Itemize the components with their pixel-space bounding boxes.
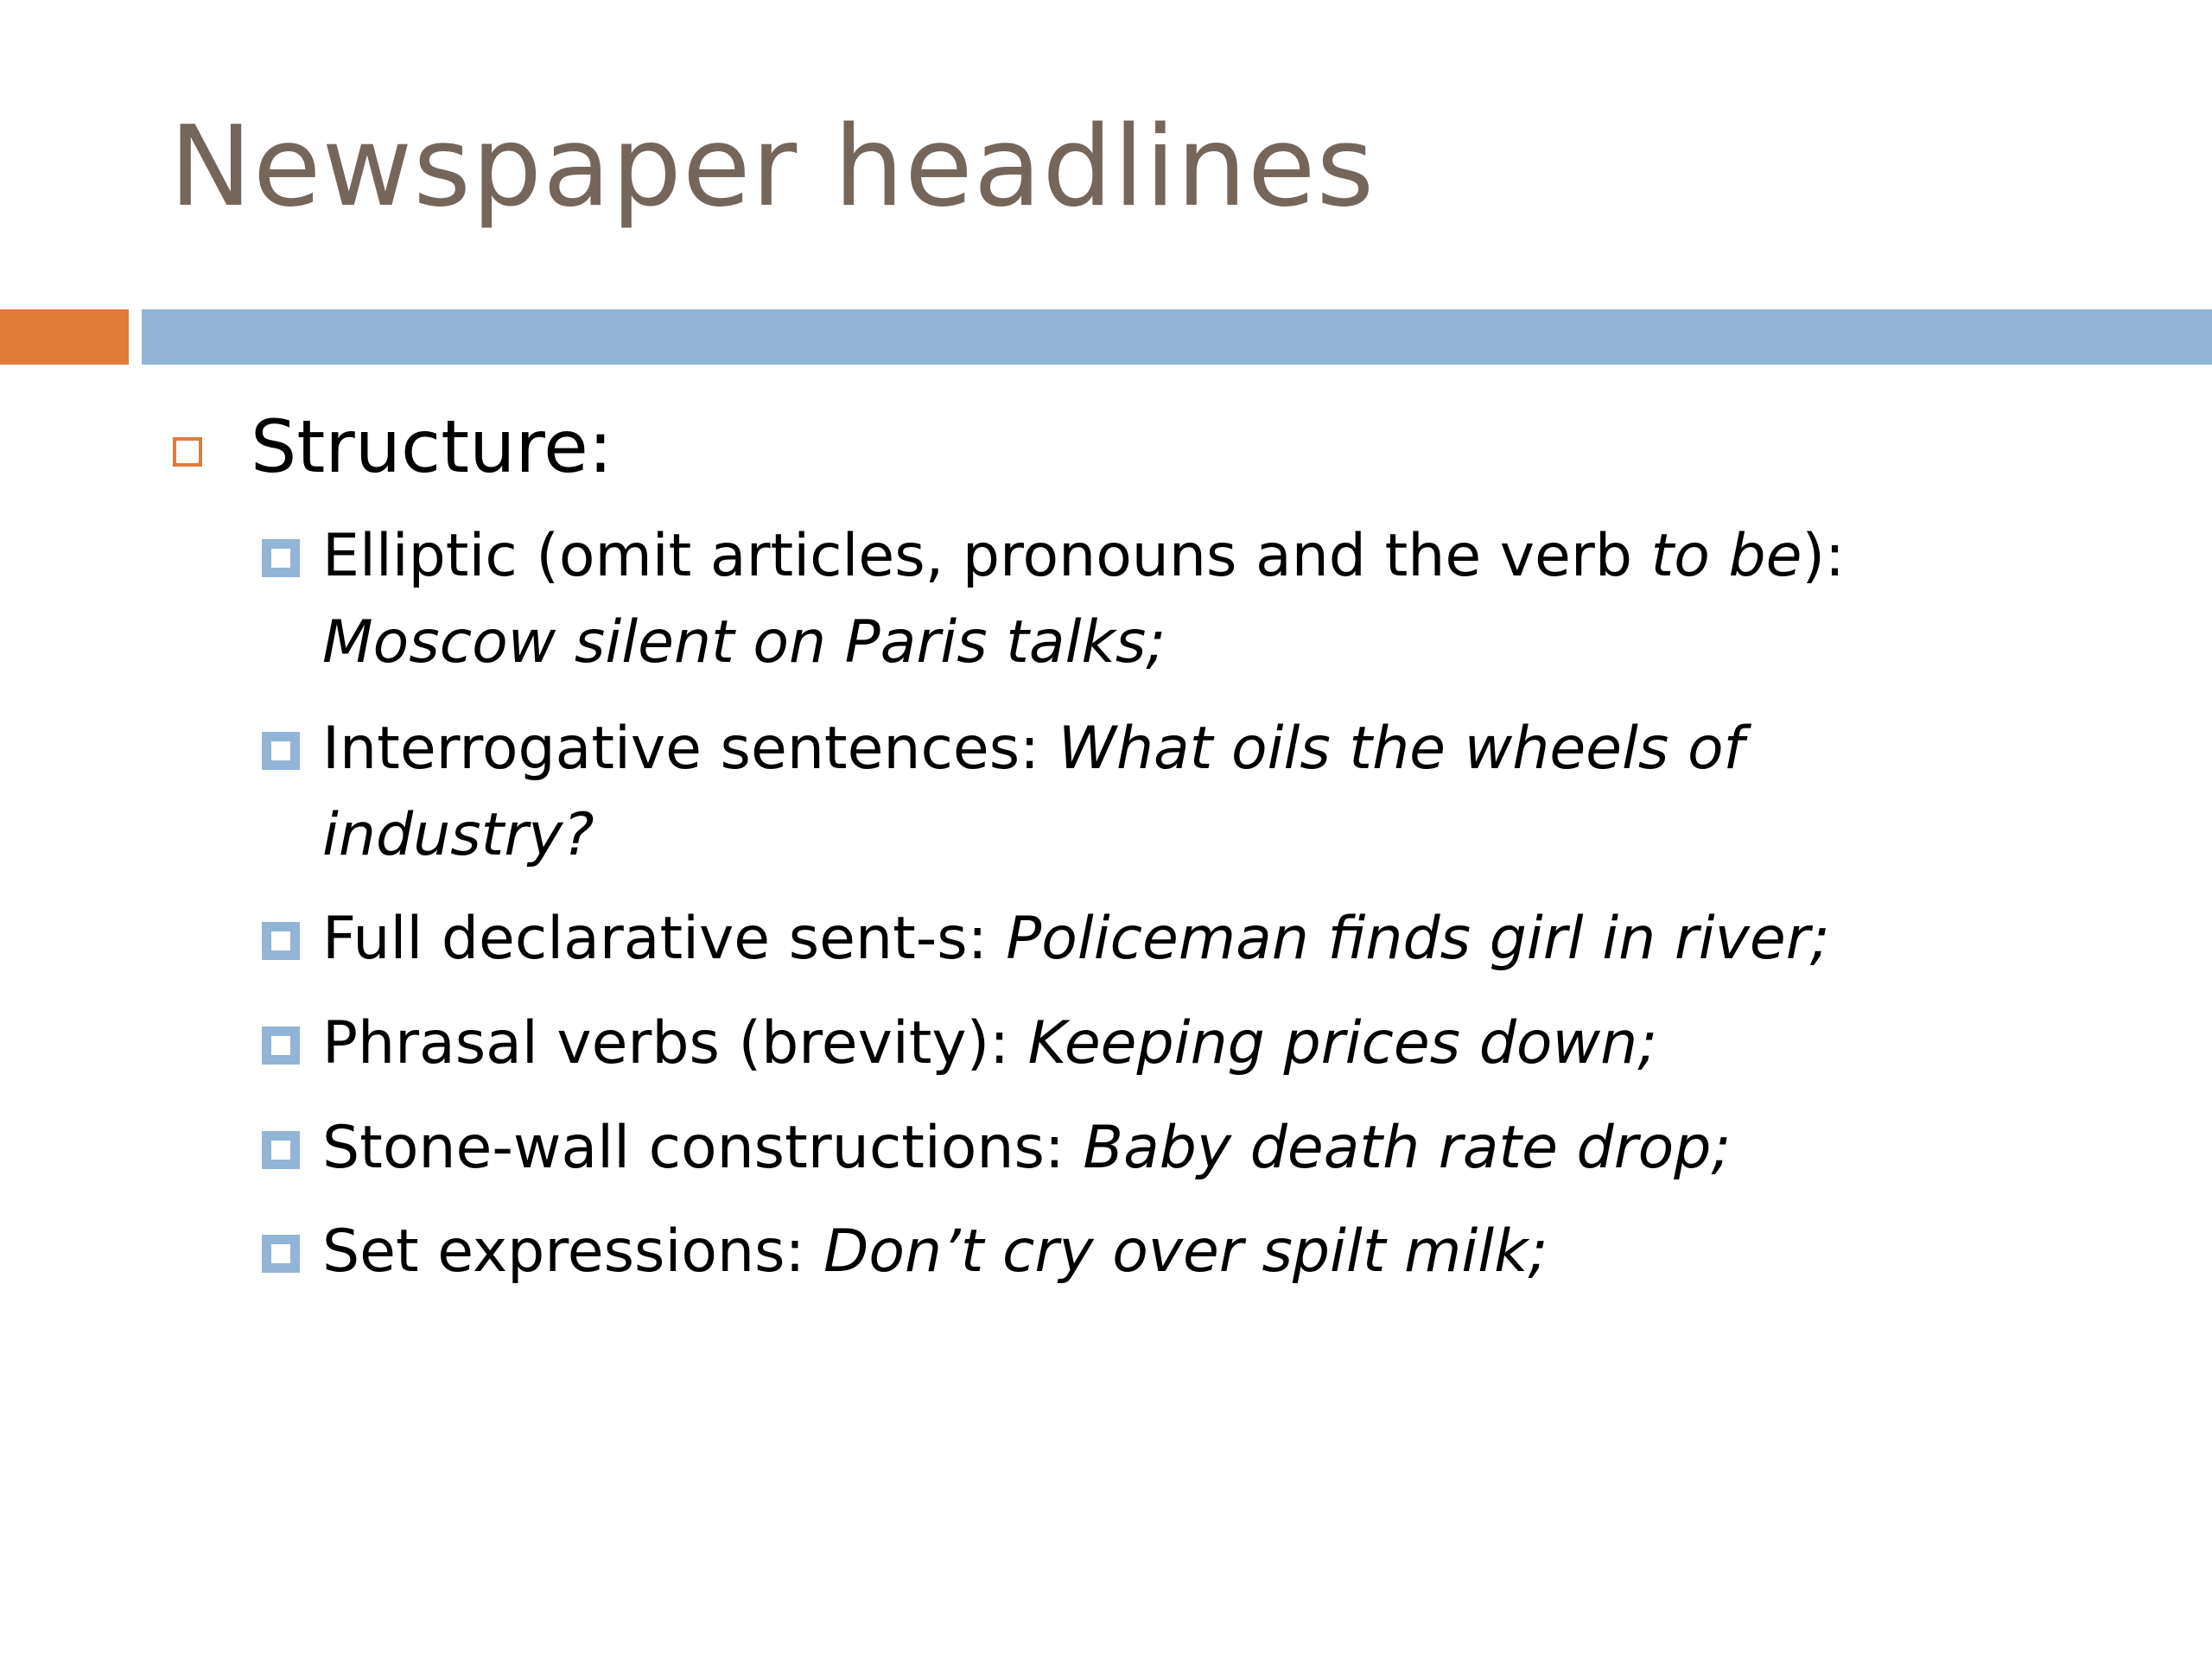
square-bullet-icon: [262, 1027, 300, 1065]
bullet-structure: [173, 399, 613, 494]
item-example: Policeman finds girl in river;: [1006, 905, 1830, 973]
square-bullet-icon: [262, 1235, 300, 1273]
list-item-text: [322, 706, 1904, 879]
item-label: Stone-wall constructions:: [322, 1114, 1084, 1182]
structure-label: Structure:: [251, 404, 613, 489]
slide-title: Newspaper headlines: [169, 103, 1376, 232]
list-item-stone-wall: [262, 1105, 2128, 1192]
item-label-end: ):: [1802, 522, 1845, 590]
square-bullet-icon: [262, 539, 300, 577]
list-item-text: [322, 1105, 1731, 1192]
item-example: Moscow silent on Paris talks;: [322, 608, 1166, 677]
list-item-interrogative: [262, 706, 2128, 879]
list-item-full-declarative: [262, 896, 2128, 982]
item-label: Phrasal verbs (brevity):: [322, 1009, 1028, 1077]
list-item-set-expressions: [262, 1209, 2128, 1295]
item-label: Interrogative sentences:: [322, 715, 1058, 783]
list-item-phrasal-verbs: [262, 1001, 2128, 1087]
square-bullet-icon: [262, 922, 300, 960]
hollow-square-bullet-icon: [173, 437, 202, 467]
list-item-text: [322, 1001, 1657, 1087]
item-label: Full declarative sent-s:: [322, 905, 1007, 973]
square-bullet-icon: [262, 732, 300, 770]
item-emphasis: to be: [1650, 522, 1802, 590]
list-item-text: [322, 1209, 1548, 1295]
item-label: Set expressions:: [322, 1217, 824, 1286]
list-item-elliptic: [262, 513, 2128, 686]
item-example: What oils the wheels of industry?: [322, 715, 1745, 869]
item-example: Don’t cry over spilt milk;: [823, 1217, 1548, 1286]
list-item-text: [322, 896, 1830, 982]
list-item-text: [322, 513, 1845, 686]
item-example: Baby death rate drop;: [1083, 1114, 1732, 1182]
square-bullet-icon: [262, 1131, 300, 1169]
item-example: Keeping prices down;: [1027, 1009, 1658, 1077]
item-label: Elliptic (omit articles, pronouns and the verb: [322, 522, 1651, 590]
